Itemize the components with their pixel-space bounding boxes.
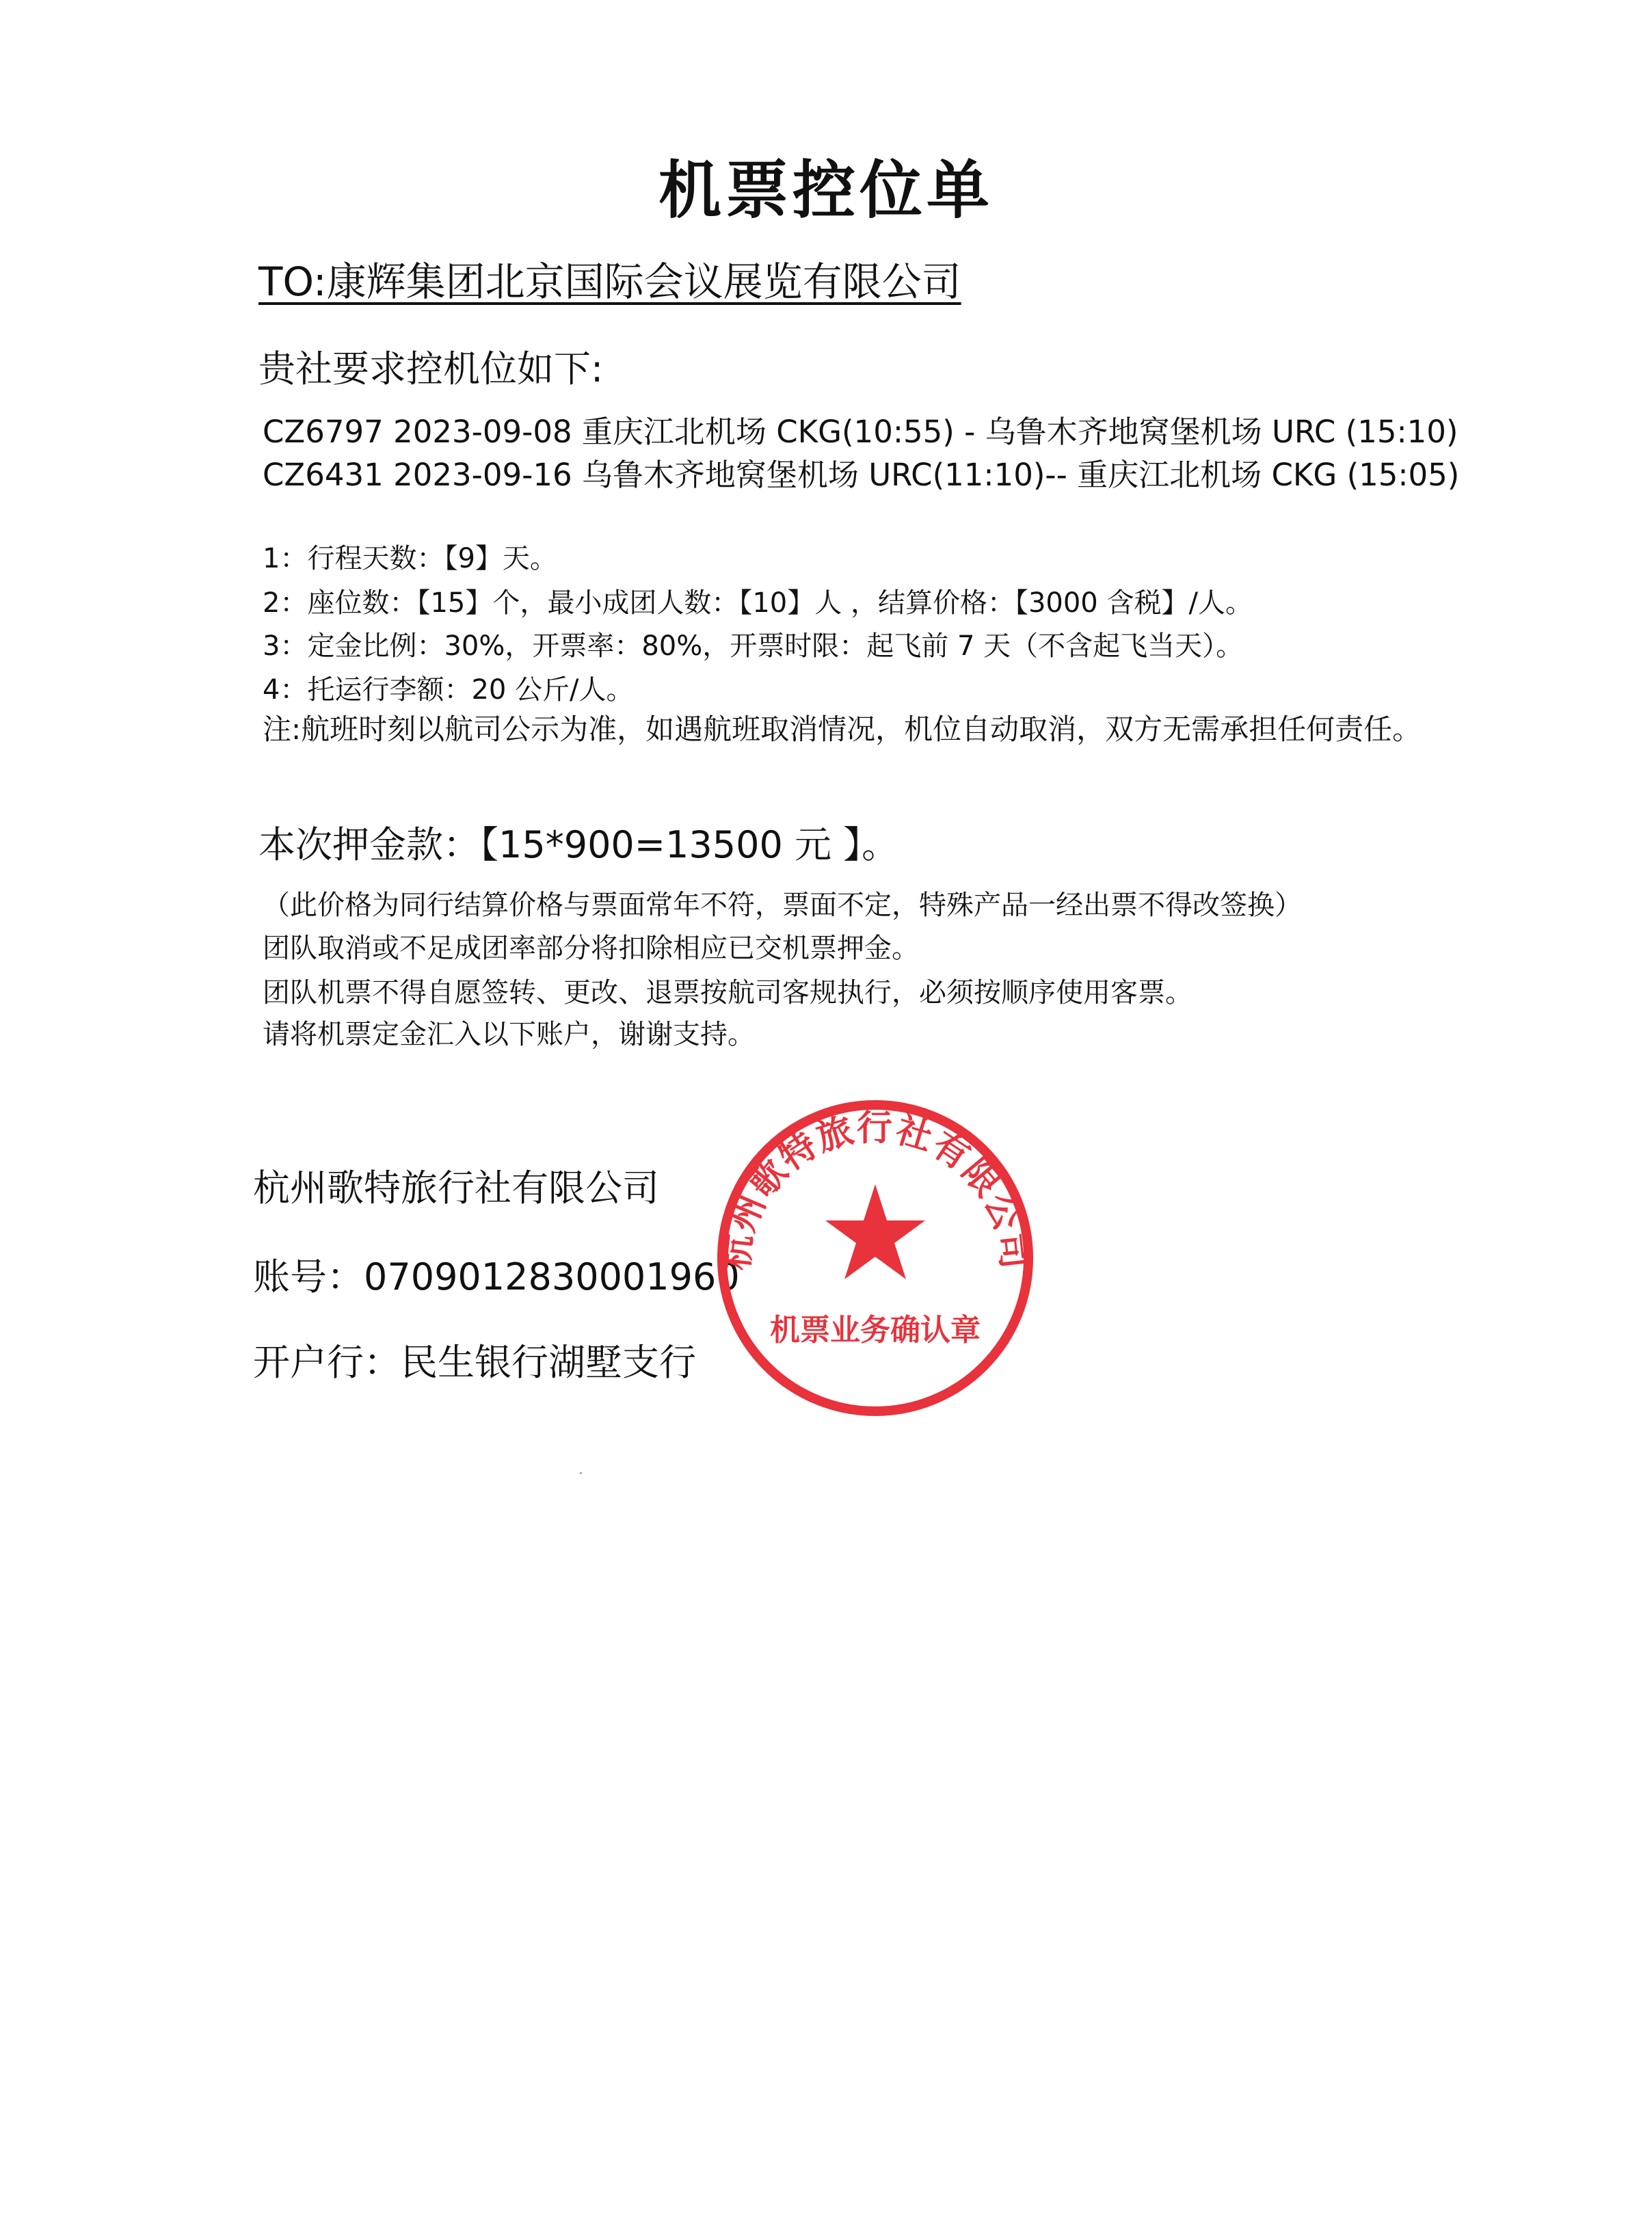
company-seal (711, 1094, 1039, 1422)
term-item: 4：托运行李额：20 公斤/人。 (263, 674, 634, 706)
remark-line: 团队取消或不足成团率部分将扣除相应已交机票押金。 (263, 933, 919, 964)
recipient-line: TO:康辉集团北京国际会议展览有限公司 (258, 258, 961, 305)
bank-name: 开户行：民生银行湖墅支行 (253, 1341, 696, 1384)
note-text: 注:航班时刻以航司公示为准，如遇航班取消情况，机位自动取消，双方无需承担任何责任。 (263, 712, 1422, 746)
seal-outer-text: 杭州歌特旅行社有限公司 (715, 1108, 1035, 1272)
term-item: 3：定金比例：30%，开票率：80%，开票时限：起飞前 7 天（不含起飞当天）。 (263, 630, 1244, 662)
star-icon (825, 1184, 925, 1279)
seal-inner-text: 机票业务确认章 (770, 1313, 981, 1348)
company-name: 杭州歌特旅行社有限公司 (253, 1166, 659, 1210)
term-item: 2：座位数：【15】个，最小成团人数：【10】人 ，结算价格：【3000 含税】/人。 (263, 587, 1253, 619)
deposit-line: 本次押金款：【15*900=13500 元 】。 (258, 823, 899, 866)
document-title: 机票控位单 (658, 154, 994, 227)
intro-text: 贵社要求控机位如下: (258, 347, 604, 390)
account-number: 账号：0709012830001960 (253, 1255, 740, 1298)
remark-line: （此价格为同行结算价格与票面常年不符，票面不定，特殊产品一经出票不得改签换） (263, 890, 1302, 921)
term-item: 1：行程天数：【9】天。 (263, 543, 557, 574)
flight-row: CZ6431 2023-09-16 乌鲁木齐地窝堡机场 URC(11:10)-- 重庆江北机场 CKG (15:05) (263, 457, 1460, 493)
remark-line: 请将机票定金汇入以下账户，谢谢支持。 (263, 1019, 755, 1050)
remark-line: 团队机票不得自愿签转、更改、退票按航司客规执行，必须按顺序使用客票。 (263, 977, 1193, 1009)
flight-row: CZ6797 2023-09-08 重庆江北机场 CKG(10:55) - 乌鲁木齐地窝堡机场 URC (15:10) (263, 414, 1458, 450)
scan-speck (580, 1472, 582, 1474)
seal-ring (722, 1105, 1028, 1411)
